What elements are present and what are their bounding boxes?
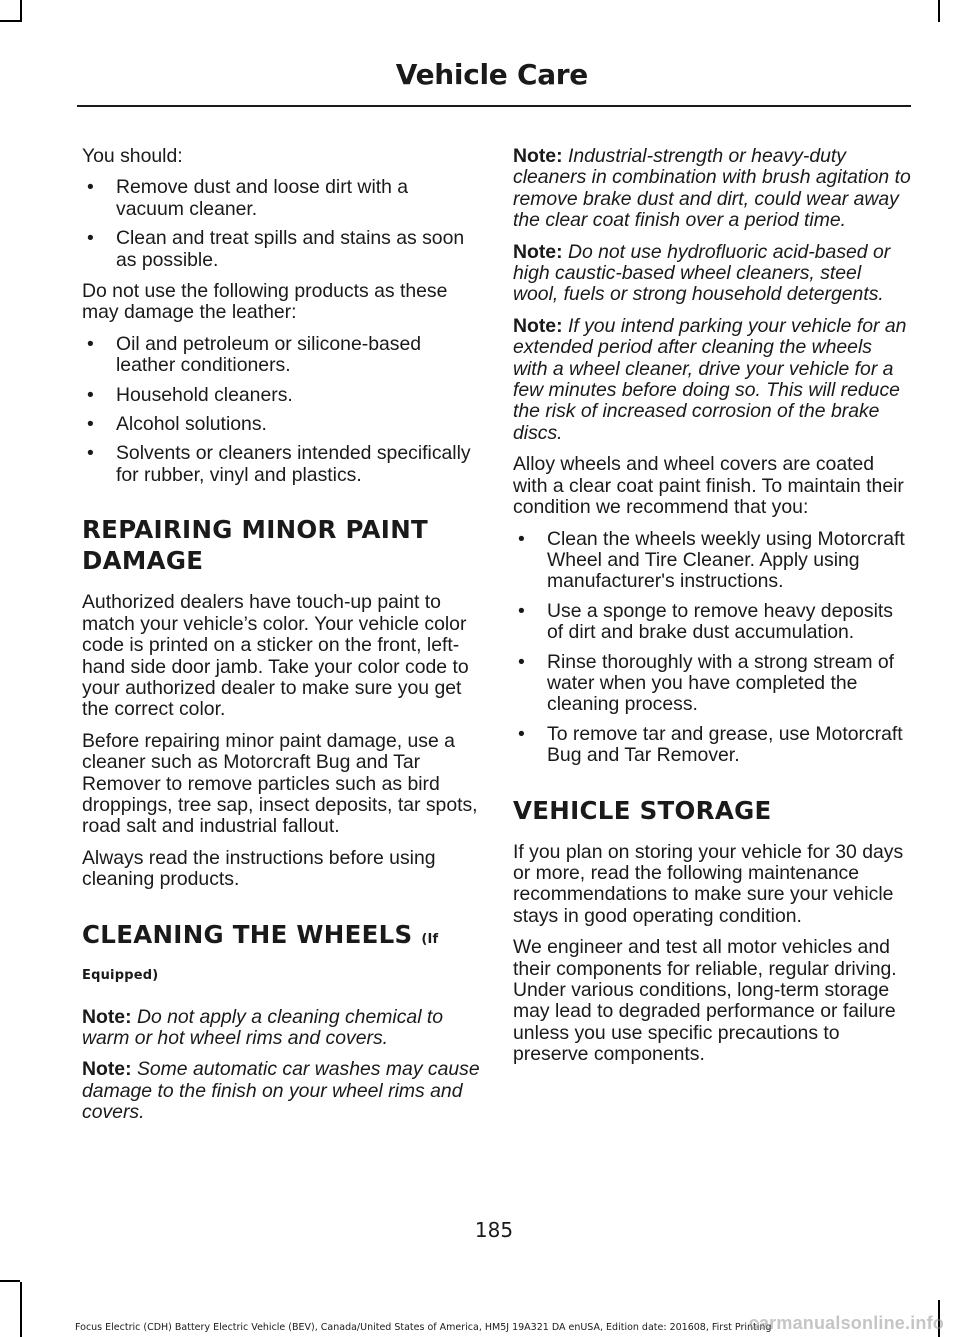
alloy-care-list [513,529,911,767]
paragraph: Alloy wheels and wheel covers are coated with a clear coat paint finish. To maintain their condition we recommend that you: [513,453,904,519]
list-item: • Clean the wheels weekly using Motorcraft Wheel and Tire Cleaner. Apply using manufacturer's instructions. [518,527,905,593]
page-number: 185 [474,1218,514,1242]
paragraph: Authorized dealers have touch-up paint to match your vehicle’s color. Your vehicle color code is printed on a sticker on the front, left-hand side door jamb. Take your color code to your authorized dealer to make sure you get the correct color. [82,591,469,721]
bullet: • [87,442,94,465]
bullet: • [87,383,94,406]
section-heading-storage: VEHICLE STORAGE [513,795,772,825]
bullet: • [518,722,525,745]
section-heading-wheels: CLEANING THE WHEELS (If Equipped) [82,919,439,983]
list-item: • Use a sponge to remove heavy deposits of dirt and brake dust accumulation. [518,599,894,644]
heading-qualifier: (If Equipped) [82,931,439,983]
paragraph: Always read the instructions before using cleaning products. [82,846,436,891]
bullet: • [518,599,525,622]
note: Note: Do not apply a cleaning chemical to warm or hot wheel rims and covers. [82,1005,444,1049]
note: Note: Do not use hydrofluoric acid-based or high caustic-based wheel cleaners, steel wool, fuels or strong household detergents. [513,240,891,306]
note: Note: Some automatic car washes may cause damage to the finish on your wheel rims and covers. [82,1058,480,1124]
footer-text: Focus Electric (CDH) Battery Electric Vehicle (BEV), Canada/United States of America, HM5J 19A321 DA enUSA, Edition date: 201608, First Printing [75,1322,772,1333]
right-column [513,146,911,1076]
crop-mark [0,20,20,22]
should-list [82,177,480,271]
list-item: • Household cleaners. [87,383,293,406]
bullet: • [87,332,94,355]
avoid-list [82,334,480,486]
bullet: • [518,650,525,673]
bullet: • [87,227,94,250]
bullet: • [87,413,94,436]
crop-mark [938,0,940,22]
crop-mark [0,1280,20,1282]
bullet: • [87,176,94,199]
bullet: • [518,527,525,550]
crop-mark [20,0,22,22]
left-column [82,146,480,1134]
note: Note: If you intend parking your vehicle for an extended period after cleaning the wheels with a wheel cleaner, drive your vehicle for a few minutes before doing so. This will reduce the risk of increased corrosion of the brake discs. [513,314,907,444]
paragraph: We engineer and test all motor vehicles and their components for reliable, regular driving. Under various conditions, long-term storage may lead to degraded performance or failure unless you use specific precautions to preserve components. [513,936,897,1066]
page-title: Vehicle Care [395,58,588,91]
section-heading-paint: REPAIRING MINOR PAINT DAMAGE [82,515,429,576]
paragraph: Before repairing minor paint damage, use a cleaner such as Motorcraft Bug and Tar Remover to remove particles such as bird droppings, tree sap, insect deposits, tar spots, road salt and industrial fallout. [82,729,478,838]
list-item: • To remove tar and grease, use Motorcraft Bug and Tar Remover. [518,722,903,767]
header-divider [77,105,911,107]
list-item: • Remove dust and loose dirt with a vacuum cleaner. [87,176,409,220]
crop-mark [20,1282,22,1337]
watermark: carmanualsonline.info [748,1313,944,1333]
list-item: • Alcohol solutions. [87,413,267,436]
avoid-intro-text: Do not use the following products as these may damage the leather: [82,280,448,324]
note: Note: Industrial-strength or heavy-duty cleaners in combination with brush agitation to remove brake dust and dirt, could wear away the clear coat finish over a period time. [513,145,911,232]
list-item: • Rinse thoroughly with a strong stream of water when you have completed the cleaning process. [518,650,895,716]
paragraph: If you plan on storing your vehicle for 30 days or more, read the following maintenance recommendations to make sure your vehicle stays in good operating condition. [513,840,904,927]
list-item: • Solvents or cleaners intended specifically for rubber, vinyl and plastics. [87,442,471,486]
intro-text: You should: [82,145,183,167]
list-item: • Oil and petroleum or silicone-based leather conditioners. [87,332,422,377]
list-item: • Clean and treat spills and stains as soon as possible. [87,227,465,271]
